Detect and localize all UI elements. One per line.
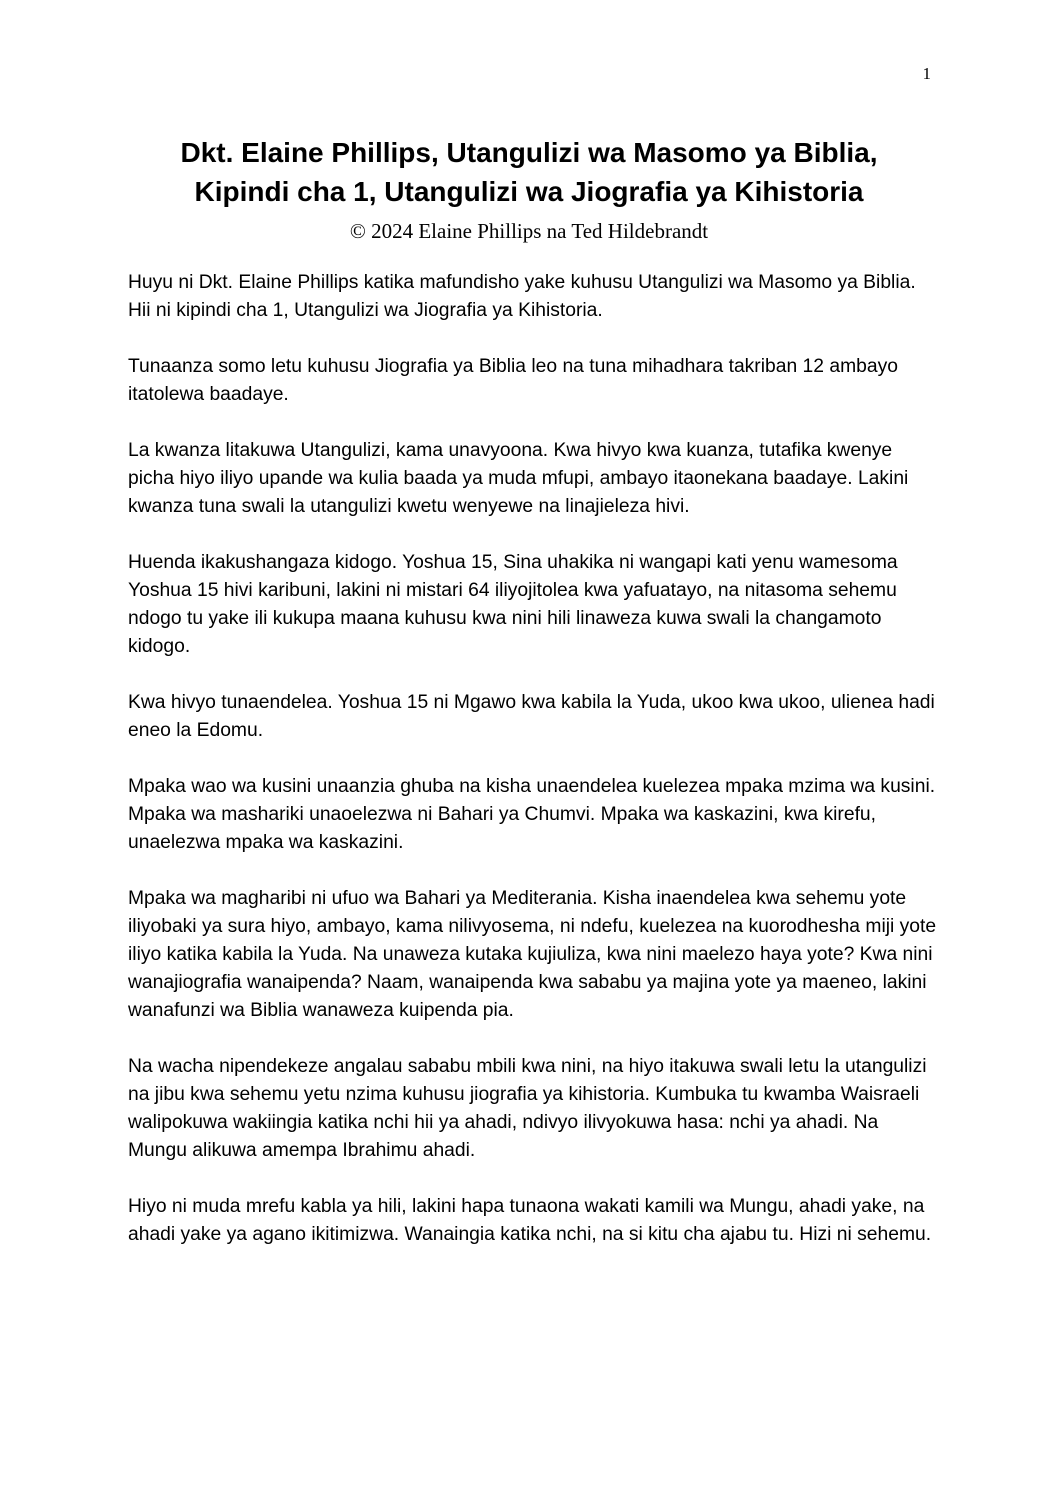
paragraph: Mpaka wao wa kusini unaanzia ghuba na kisha unaendelea kuelezea mpaka mzima wa kusini. Mpaka wa mashariki unaoelezwa ni Bahari ya Chumvi. Mpaka wa kaskazini, kwa kirefu, unaelezwa mpaka wa kaskazini. (128, 776, 936, 853)
title-line-2: Kipindi cha 1, Utangulizi wa Jiografia ya Kihistoria (194, 176, 864, 207)
title-line-1: Dkt. Elaine Phillips, Utangulizi wa Masomo ya Biblia, (180, 137, 878, 168)
page-number: 1 (922, 64, 931, 83)
paragraph: Kwa hivyo tunaendelea. Yoshua 15 ni Mgawo kwa kabila la Yuda, ukoo kwa ukoo, ulienea hadi eneo la Edomu. (128, 692, 935, 741)
copyright-line: © 2024 Elaine Phillips na Ted Hildebrandt (349, 219, 709, 243)
paragraph: Hiyo ni muda mrefu kabla ya hili, lakini hapa tunaona wakati kamili wa Mungu, ahadi yake, na ahadi yake ya agano ikitimizwa. Wanaingia katika nchi, na si kitu cha ajabu tu. Hizi ni sehemu. (128, 1196, 932, 1245)
document-title (0, 133, 1058, 211)
paragraph: Huyu ni Dkt. Elaine Phillips katika mafundisho yake kuhusu Utangulizi wa Masomo ya Biblia. Hii ni kipindi cha 1, Utangulizi wa Jiografia ya Kihistoria. (128, 272, 916, 321)
document-body (128, 269, 938, 1277)
paragraph: Na wacha nipendekeze angalau sababu mbili kwa nini, na hiyo itakuwa swali letu la utangulizi na jibu kwa sehemu yetu nzima kuhusu jiografia ya kihistoria. Kumbuka tu kwamba Waisraeli walipokuwa wakiingia katika nchi hii ya ahadi, ndivyo ilivyokuwa hasa: nchi ya ahadi. Na Mungu alikuwa amempa Ibrahimu ahadi. (128, 1056, 927, 1161)
paragraph: Tunaanza somo letu kuhusu Jiografia ya Biblia leo na tuna mihadhara takriban 12 ambayo itatolewa baadaye. (128, 356, 898, 405)
paragraph: La kwanza litakuwa Utangulizi, kama unavyoona. Kwa hivyo kwa kuanza, tutafika kwenye picha hiyo iliyo upande wa kulia baada ya muda mfupi, ambayo itaonekana baadaye. Lakini kwanza tuna swali la utangulizi kwetu wenyewe na linajieleza hivi. (128, 440, 909, 517)
paragraph: Mpaka wa magharibi ni ufuo wa Bahari ya Mediterania. Kisha inaendelea kwa sehemu yote iliyobaki ya sura hiyo, ambayo, kama nilivyosema, ni ndefu, kuelezea na kuorodhesha miji yote iliyo katika kabila la Yuda. Na unaweza kutaka kujiuliza, kwa nini maelezo haya yote? Kwa nini wanajiografia wanaipenda? Naam, wanaipenda kwa sababu ya majina yote ya maeneo, lakini wanafunzi wa Biblia wanaweza kuipenda pia. (128, 888, 937, 1021)
paragraph: Huenda ikakushangaza kidogo. Yoshua 15, Sina uhakika ni wangapi kati yenu wamesoma Yoshua 15 hivi karibuni, lakini ni mistari 64 iliyojitolea kwa yafuatayo, na nitasoma sehemu ndogo tu yake ili kukupa maana kuhusu kwa nini hili linaweza kuwa swali la changamoto kidogo. (128, 552, 898, 657)
